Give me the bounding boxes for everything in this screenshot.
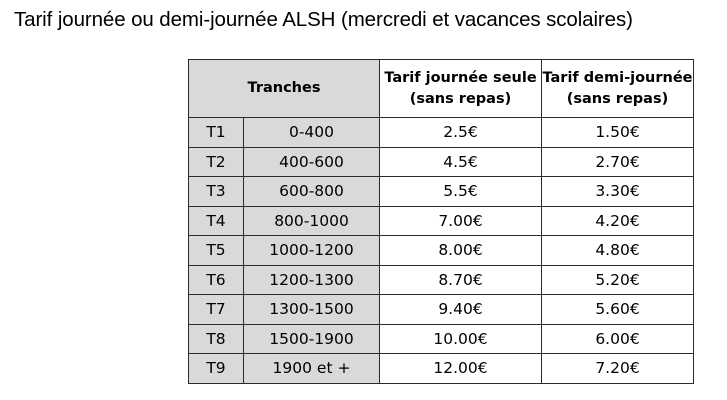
tarif-demi-journee: 1.50€ (542, 118, 694, 148)
tranche-code: T4 (189, 206, 244, 236)
tarif-journee: 8.00€ (380, 236, 542, 266)
table-body (189, 118, 694, 384)
table-header-row (189, 60, 694, 118)
tarif-demi-journee: 4.80€ (542, 236, 694, 266)
table-row (189, 324, 694, 354)
header-tarif-demi-journee (542, 60, 694, 118)
table-row (189, 118, 694, 148)
tarif-journee: 10.00€ (380, 324, 542, 354)
header-tarif-journee-line1: Tarif journée seule (384, 69, 537, 86)
tarif-journee: 5.5€ (380, 177, 542, 207)
table-row (189, 206, 694, 236)
tranche-range: 600-800 (244, 177, 380, 207)
tarif-journee: 4.5€ (380, 147, 542, 177)
tarif-demi-journee: 4.20€ (542, 206, 694, 236)
tranche-code: T7 (189, 295, 244, 325)
tarif-journee: 9.40€ (380, 295, 542, 325)
tranche-code: T6 (189, 265, 244, 295)
tarif-journee: 8.70€ (380, 265, 542, 295)
tarif-demi-journee: 3.30€ (542, 177, 694, 207)
tarif-table (188, 59, 694, 384)
tranche-range: 800-1000 (244, 206, 380, 236)
tranche-code: T3 (189, 177, 244, 207)
tranche-range: 1000-1200 (244, 236, 380, 266)
header-tarif-journee (380, 60, 542, 118)
tranche-range: 1200-1300 (244, 265, 380, 295)
tranche-code: T5 (189, 236, 244, 266)
page-title: Tarif journée ou demi-journée ALSH (mercredi et vacances scolaires) (14, 8, 633, 31)
tarif-demi-journee: 6.00€ (542, 324, 694, 354)
header-tranches: Tranches (189, 60, 380, 118)
table-row (189, 177, 694, 207)
tarif-demi-journee: 5.60€ (542, 295, 694, 325)
tarif-demi-journee: 5.20€ (542, 265, 694, 295)
tarif-demi-journee: 2.70€ (542, 147, 694, 177)
header-tarif-journee-line2: (sans repas) (409, 90, 512, 107)
tarif-demi-journee: 7.20€ (542, 354, 694, 384)
tarif-journee: 12.00€ (380, 354, 542, 384)
tranche-code: T8 (189, 324, 244, 354)
tranche-range: 400-600 (244, 147, 380, 177)
tranche-range: 1900 et + (244, 354, 380, 384)
tranche-range: 1500-1900 (244, 324, 380, 354)
tarif-journee: 2.5€ (380, 118, 542, 148)
tranche-code: T1 (189, 118, 244, 148)
table-row (189, 265, 694, 295)
tranche-code: T2 (189, 147, 244, 177)
tarif-journee: 7.00€ (380, 206, 542, 236)
table-row (189, 354, 694, 384)
header-tarif-demi-line2: (sans repas) (566, 90, 669, 107)
tranche-code: T9 (189, 354, 244, 384)
table-row (189, 147, 694, 177)
table-row (189, 295, 694, 325)
header-tarif-demi-line1: Tarif demi-journée (542, 69, 693, 86)
tranche-range: 1300-1500 (244, 295, 380, 325)
tranche-range: 0-400 (244, 118, 380, 148)
table-row (189, 236, 694, 266)
